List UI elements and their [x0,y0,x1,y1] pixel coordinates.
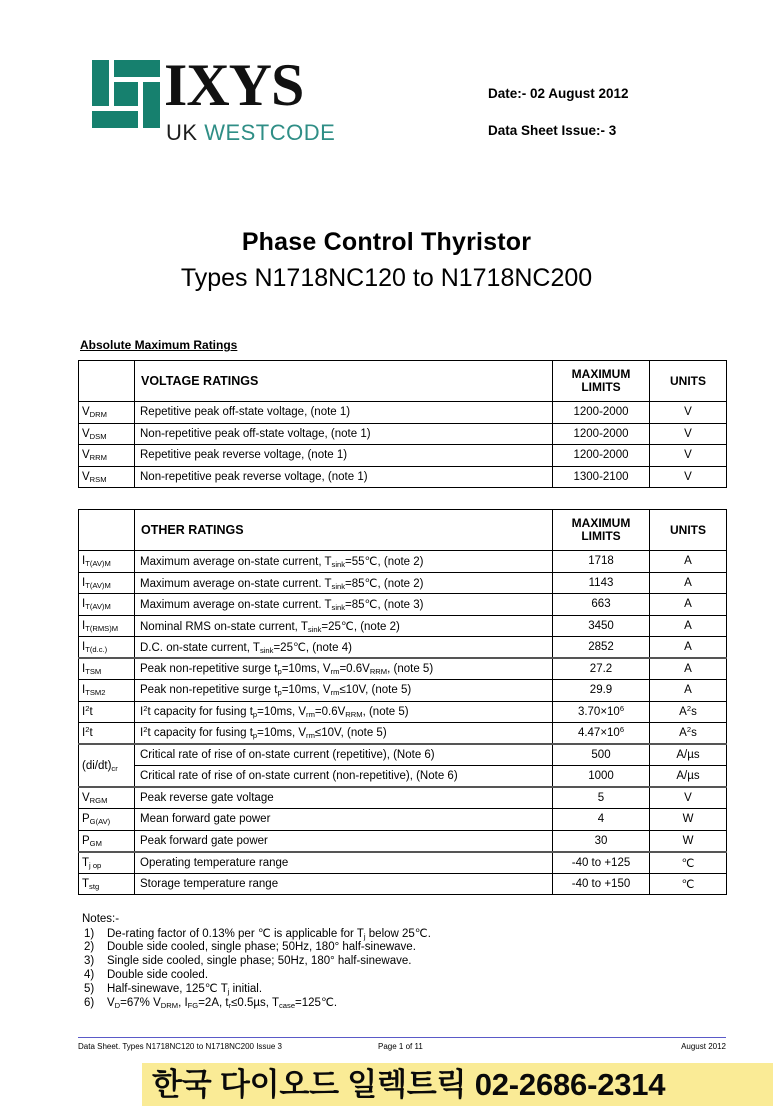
note-item [82,983,431,997]
row-symbol: $I_{T(RMS)M}$ [79,615,135,637]
row-value: 27.2 [553,658,650,680]
row-value: 2852 [553,637,650,659]
logo-wordmark: IXYS [164,52,304,118]
table-row [79,701,727,723]
row-value: -40 to +150 [553,873,650,895]
note-number: 2) [84,941,95,954]
row-value: 3450 [553,615,650,637]
table-row [79,423,727,445]
note-item [82,941,431,955]
table-row [79,615,727,637]
table-row [79,744,727,766]
row-description: Maximum average on-state current, $T_{sink}=55℃$, (note 2) [135,551,553,573]
row-value: 1200-2000 [553,402,650,424]
row-description: Critical rate of rise of on-state current (repetitive), (Note 6) [135,744,553,766]
row-unit: A [650,551,727,573]
column-header-units: UNITS [650,361,727,402]
row-value: 1300-2100 [553,466,650,488]
row-unit: $A^2s$ [650,723,727,745]
row-symbol: $V_{RSM}$ [79,466,135,488]
column-header-limits: LIMITS [581,529,621,543]
date-line: Date:- 02 August 2012 [488,86,629,101]
row-description: Storage temperature range [135,873,553,895]
row-symbol: $I_{TSM}$ [79,658,135,680]
row-description: Maximum average on-state current. $T_{sink}=85℃$, (note 3) [135,594,553,616]
note-number: 5) [84,982,95,995]
note-text: Double side cooled, single phase; 50Hz, 180° half-sinewave. [107,941,416,954]
note-text: Double side cooled. [107,968,209,981]
table-row [79,658,727,680]
row-description: Peak reverse gate voltage [135,787,553,809]
row-unit: A [650,572,727,594]
table-row [79,637,727,659]
row-description: Operating temperature range [135,852,553,874]
row-unit: A/µs [650,744,727,766]
row-symbol: $V_{RGM}$ [79,787,135,809]
footer-page-number: Page 1 of 11 [378,1042,423,1051]
page-header [0,52,773,157]
row-description: Repetitive peak reverse voltage, (note 1) [135,445,553,467]
row-unit: W [650,809,727,831]
row-symbol: $I_{TSM2}$ [79,680,135,702]
column-header-maximum: MAXIMUM [571,516,631,530]
notes-section [82,913,431,1010]
note-item [82,969,431,983]
row-symbol: $V_{DRM}$ [79,402,135,424]
distributor-banner-text: 한국 다이오드 일렉트릭 02-2686-2314 [152,1067,666,1102]
row-value: 1000 [553,766,650,788]
notes-list [82,928,431,1011]
row-unit: A [650,680,727,702]
row-description: Repetitive peak off-state voltage, (note 1) [135,402,553,424]
row-unit: A [650,594,727,616]
row-description: Peak forward gate power [135,830,553,852]
footer-date: August 2012 [681,1042,726,1051]
row-value: 1200-2000 [553,423,650,445]
logo-subtitle [166,120,335,146]
row-value: 500 [553,744,650,766]
row-symbol: $T_{j op}$ [79,852,135,874]
row-value: $3.70\times 10^6$ [553,701,650,723]
row-unit: A [650,658,727,680]
row-symbol: $I_{T(AV)M}$ [79,572,135,594]
table-row [79,787,727,809]
row-value: 30 [553,830,650,852]
row-value: 663 [553,594,650,616]
row-description: $I^2t$ capacity for fusing $t_p=10ms$, $V_{rm}=0.6V_{RRM}$, (note 5) [135,701,553,723]
row-symbol: $(di/dt)_{cr}$ [79,744,135,787]
column-header-units: UNITS [650,510,727,551]
row-value: 4 [553,809,650,831]
row-symbol: $I^2t$ [79,723,135,745]
footer-divider [78,1037,726,1038]
notes-label: Notes:- [82,913,120,925]
table-row [79,594,727,616]
row-unit: A [650,637,727,659]
issue-line: Data Sheet Issue:- 3 [488,123,617,138]
table-row [79,551,727,573]
row-unit: ℃ [650,852,727,874]
table-row [79,680,727,702]
table-row [79,445,727,467]
row-description: D.C. on-state current, $T_{sink}=25℃$, (note 4) [135,637,553,659]
row-symbol: $T_{stg}$ [79,873,135,895]
column-header-limits: LIMITS [581,380,621,394]
footer-left-text: Data Sheet. Types N1718NC120 to N1718NC200 Issue 3 [78,1042,282,1051]
row-value: $4.47\times 10^6$ [553,723,650,745]
column-header-title: VOLTAGE RATINGS [135,361,553,402]
page-subtitle: Types N1718NC120 to N1718NC200 [180,264,593,292]
note-text: Half-sinewave, 125℃ $T_j$ initial. [107,982,263,996]
row-unit: W [650,830,727,852]
row-value: 29.9 [553,680,650,702]
note-number: 4) [84,968,95,981]
row-value: 1143 [553,572,650,594]
note-number: 1) [84,927,95,940]
table-row [79,723,727,745]
table-row [79,572,727,594]
row-symbol: $P_{GM}$ [79,830,135,852]
table-row [79,402,727,424]
logo-sub-westcode: WESTCODE [204,120,336,145]
logo-sub-uk: UK [166,120,205,145]
page-title: Phase Control Thyristor [241,228,532,256]
note-item [82,928,431,942]
row-symbol: $I_{T(AV)M}$ [79,594,135,616]
page-footer [78,1042,726,1056]
row-value: 1200-2000 [553,445,650,467]
note-number: 3) [84,955,95,968]
table-header-row [79,510,727,551]
table-voltage-ratings [78,360,727,488]
row-unit: V [650,787,727,809]
note-text: $V_D=67\%$ $V_{DRM}$, $I_{FG}=2A$, $t_r\le 0.5\mu s$, $T_{case}=125℃$. [107,996,338,1010]
row-unit: V [650,445,727,467]
column-header-title: OTHER RATINGS [135,510,553,551]
column-header-symbol [79,361,135,402]
row-unit: V [650,466,727,488]
row-description: Maximum average on-state current. $T_{sink}=85℃$, (note 2) [135,572,553,594]
note-text: Single side cooled, single phase; 50Hz, 180° half-sinewave. [107,955,412,968]
note-item [82,955,431,969]
row-unit: V [650,402,727,424]
table-row [79,809,727,831]
row-description: Peak non-repetitive surge $t_p=10ms$, $V_{rm}\le 10V$, (note 5) [135,680,553,702]
note-number: 6) [84,996,95,1009]
table-row [79,852,727,874]
row-description: Critical rate of rise of on-state current (non-repetitive), (Note 6) [135,766,553,788]
ixys-logo [92,52,352,150]
table-row [79,766,727,788]
column-header-maximum-limits [553,510,650,551]
row-description: Nominal RMS on-state current, $T_{sink}=25℃$, (note 2) [135,615,553,637]
column-header-symbol [79,510,135,551]
row-value: -40 to +125 [553,852,650,874]
row-unit: V [650,423,727,445]
row-unit: ℃ [650,873,727,895]
table-row [79,830,727,852]
row-description: Peak non-repetitive surge $t_p=10ms$, $V_{rm}=0.6V_{RRM}$, (note 5) [135,658,553,680]
row-unit: $A^2s$ [650,701,727,723]
note-text: De-rating factor of 0.13% per ℃ is applicable for $T_j$ below 25℃. [107,927,431,941]
row-symbol: $I_{T(AV)M}$ [79,551,135,573]
row-value: 1718 [553,551,650,573]
table-row [79,466,727,488]
section-heading-absolute-maximum-ratings: Absolute Maximum Ratings [80,338,238,352]
column-header-maximum-limits [553,361,650,402]
ixys-logo-mark-icon [92,60,160,128]
row-symbol: $I_{T(d.c.)}$ [79,637,135,659]
row-symbol: $P_{G(AV)}$ [79,809,135,831]
header-meta [488,86,728,139]
note-item [82,997,431,1011]
column-header-maximum: MAXIMUM [571,367,631,381]
row-description: Non-repetitive peak reverse voltage, (note 1) [135,466,553,488]
table-header-row [79,361,727,402]
table-row [79,873,727,895]
row-description: $I^2t$ capacity for fusing $t_p=10ms$, $V_{rm}\le 10V$, (note 5) [135,723,553,745]
row-symbol: $I^2t$ [79,701,135,723]
table-other-ratings [78,509,727,895]
row-value: 5 [553,787,650,809]
row-unit: A [650,615,727,637]
row-unit: A/µs [650,766,727,788]
row-description: Mean forward gate power [135,809,553,831]
row-symbol: $V_{DSM}$ [79,423,135,445]
row-description: Non-repetitive peak off-state voltage, (note 1) [135,423,553,445]
row-symbol: $V_{RRM}$ [79,445,135,467]
